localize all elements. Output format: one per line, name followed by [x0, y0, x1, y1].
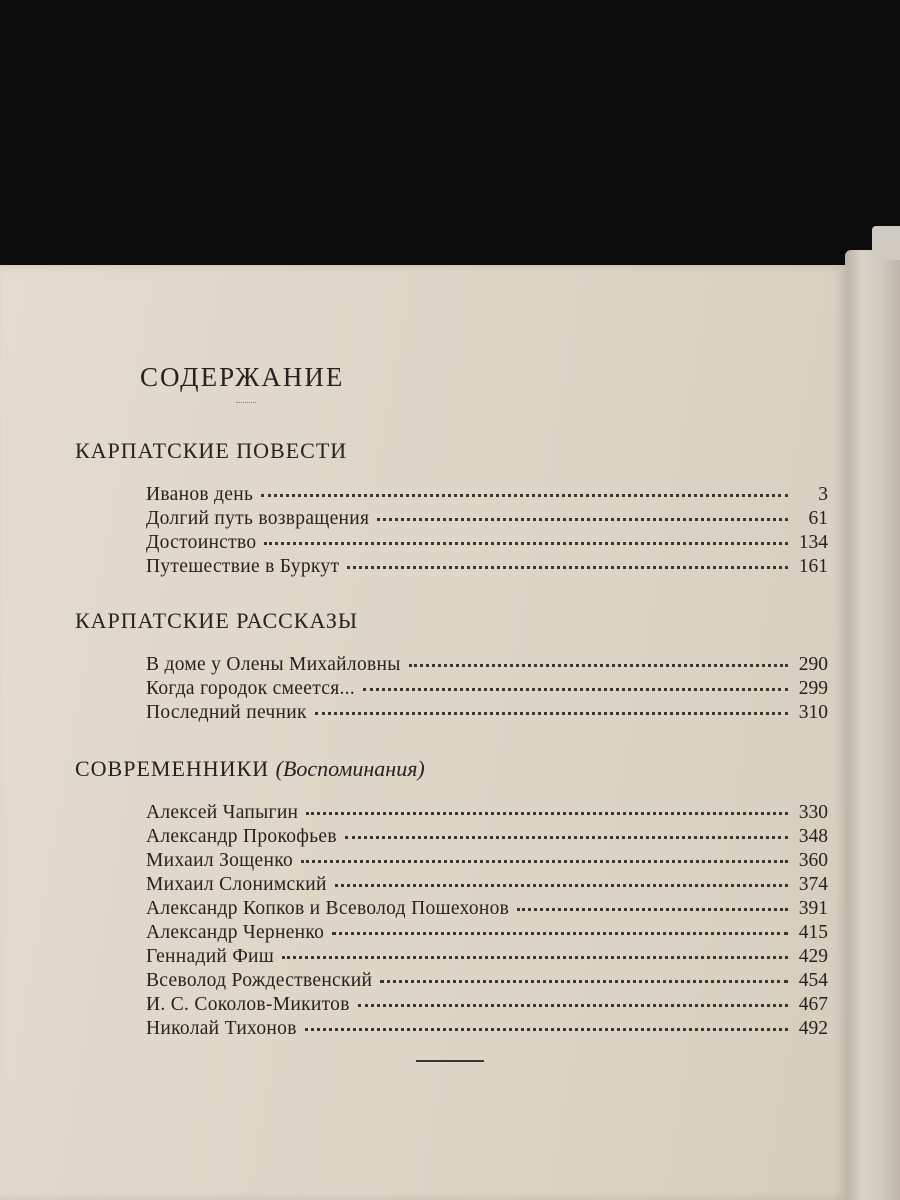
entry-page-number: 134: [798, 532, 828, 553]
dot-leader: [282, 956, 788, 959]
dot-leader: [377, 518, 788, 521]
book-page-edges: [845, 250, 900, 1200]
dot-leader: [301, 860, 788, 863]
entry-page-number: 415: [798, 922, 828, 943]
entry-page-number: 454: [798, 970, 828, 991]
entry-title: Александр Копков и Всеволод Пошехонов: [146, 898, 510, 919]
entry-page-number: 161: [798, 556, 828, 577]
toc-entry: [146, 994, 828, 1018]
toc-entry: [146, 1018, 828, 1042]
entry-page-number: 61: [808, 508, 828, 529]
entry-title: Последний печник: [146, 702, 307, 723]
toc-entry: [146, 508, 828, 532]
section-heading-carpathian-novellas: [75, 438, 347, 464]
section-subtitle: (Воспоминания): [275, 756, 425, 781]
title-ornament: [236, 402, 256, 407]
entry-page-number: 330: [798, 802, 828, 823]
toc-entry: [146, 702, 828, 726]
contents-title: СОДЕРЖАНИЕ: [140, 362, 345, 392]
entry-title: В доме у Олены Михайловны: [146, 654, 401, 675]
entry-title: Михаил Слонимский: [146, 874, 327, 895]
entry-page-number: 3: [818, 484, 828, 505]
section-heading-contemporaries: [75, 756, 425, 782]
section-heading-text: КАРПАТСКИЕ РАССКАЗЫ: [75, 608, 359, 633]
entry-title: Александр Черненко: [146, 922, 325, 943]
entry-title: Александр Прокофьев: [146, 826, 337, 847]
section-heading-text: СОВРЕМЕННИКИ: [75, 756, 270, 781]
dot-leader: [358, 1004, 788, 1007]
section-heading-carpathian-stories: [75, 608, 358, 634]
section-heading-text: КАРПАТСКИЕ ПОВЕСТИ: [75, 438, 348, 463]
entry-title: Иванов день: [146, 484, 254, 505]
toc-entry: [146, 850, 828, 874]
end-rule: [416, 1060, 484, 1062]
entry-title: Долгий путь возвращения: [146, 508, 370, 529]
entry-page-number: 429: [798, 946, 828, 967]
entry-title: Всеволод Рождественский: [146, 970, 373, 991]
dot-leader: [332, 932, 788, 935]
entry-page-number: 467: [798, 994, 828, 1015]
toc-entry: [146, 874, 828, 898]
toc-entry: [146, 826, 828, 850]
dot-leader: [305, 1028, 788, 1031]
dot-leader: [306, 812, 788, 815]
entry-page-number: 348: [798, 826, 828, 847]
dot-leader: [409, 664, 788, 667]
entry-page-number: 391: [798, 898, 828, 919]
dot-leader: [363, 688, 788, 691]
cloth-corner: [872, 226, 900, 260]
entry-title: Геннадий Фиш: [146, 946, 275, 967]
dot-leader: [345, 836, 788, 839]
toc-entry: [146, 484, 828, 508]
toc-entry: [146, 532, 828, 556]
entry-title: Достоинство: [146, 532, 257, 553]
dot-leader: [380, 980, 788, 983]
entry-title: Путешествие в Буркут: [146, 556, 340, 577]
toc-entry: [146, 678, 828, 702]
toc-entry: [146, 922, 828, 946]
entry-page-number: 374: [798, 874, 828, 895]
entry-page-number: 310: [798, 702, 828, 723]
dot-leader: [347, 566, 788, 569]
toc-entry: [146, 970, 828, 994]
entry-title: И. С. Соколов-Микитов: [146, 994, 350, 1015]
entry-title: Алексей Чапыгин: [146, 802, 299, 823]
entry-title: Михаил Зощенко: [146, 850, 294, 871]
toc-entry: [146, 654, 828, 678]
toc-entry: [146, 556, 828, 580]
dot-leader: [335, 884, 788, 887]
entry-page-number: 290: [798, 654, 828, 675]
dot-leader: [517, 908, 788, 911]
dot-leader: [264, 542, 788, 545]
entry-title: Когда городок смеется...: [146, 678, 355, 699]
dot-leader: [315, 712, 788, 715]
toc-entry: [146, 802, 828, 826]
entry-page-number: 492: [798, 1018, 828, 1039]
entry-title: Николай Тихонов: [146, 1018, 297, 1039]
entry-page-number: 360: [798, 850, 828, 871]
toc-entry: [146, 946, 828, 970]
entry-page-number: 299: [798, 678, 828, 699]
toc-entry: [146, 898, 828, 922]
dot-leader: [261, 494, 788, 497]
